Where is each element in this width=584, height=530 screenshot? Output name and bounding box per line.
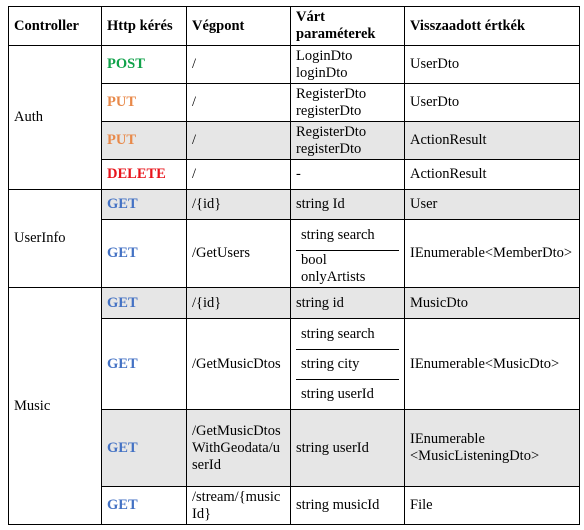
header-endpoint: Végpont	[187, 7, 291, 46]
endpoint-cell: /GetMusicDtosWithGeodata/userId	[187, 410, 291, 487]
returns-cell: ActionResult	[405, 122, 580, 160]
method-cell: PUT	[102, 84, 187, 122]
returns-cell: File	[405, 487, 580, 525]
params-cell: RegisterDto registerDto	[291, 84, 405, 122]
api-endpoints-table	[8, 6, 580, 525]
params-cell: RegisterDto registerDto	[291, 122, 405, 160]
table-row	[9, 288, 580, 319]
table-row	[9, 190, 580, 220]
params-cell	[291, 319, 405, 410]
param-item: string search	[301, 226, 375, 243]
controller-userinfo: UserInfo	[9, 190, 102, 288]
endpoint-cell: /stream/{musicId}	[187, 487, 291, 525]
params-cell: -	[291, 160, 405, 190]
header-params: Várt paraméterek	[291, 7, 405, 46]
table-row	[9, 46, 580, 84]
endpoint-cell: /{id}	[187, 190, 291, 220]
header-method: Http kérés	[102, 7, 187, 46]
params-cell: string musicId	[291, 487, 405, 525]
method-cell: GET	[102, 288, 187, 319]
returns-cell: MusicDto	[405, 288, 580, 319]
endpoint-cell: /GetUsers	[187, 220, 291, 288]
endpoint-cell: /	[187, 122, 291, 160]
method-cell: POST	[102, 46, 187, 84]
returns-cell: UserDto	[405, 84, 580, 122]
params-cell: string id	[291, 288, 405, 319]
header-controller: Controller	[9, 7, 102, 46]
param-item: string city	[296, 349, 399, 379]
method-cell: GET	[102, 410, 187, 487]
returns-cell: ActionResult	[405, 160, 580, 190]
controller-music: Music	[9, 288, 102, 525]
method-cell: GET	[102, 487, 187, 525]
params-cell	[291, 220, 405, 288]
header-row	[9, 7, 580, 46]
params-cell: LoginDto loginDto	[291, 46, 405, 84]
returns-cell: IEnumerable<MemberDto>	[405, 220, 580, 288]
returns-cell: IEnumerable <MusicListeningDto>	[405, 410, 580, 487]
param-item: string search	[301, 325, 375, 342]
endpoint-cell: /GetMusicDtos	[187, 319, 291, 410]
returns-cell: User	[405, 190, 580, 220]
controller-auth: Auth	[9, 46, 102, 190]
param-item: bool onlyArtists	[296, 250, 399, 287]
method-cell: GET	[102, 319, 187, 410]
method-cell: GET	[102, 190, 187, 220]
method-cell: PUT	[102, 122, 187, 160]
params-cell: string Id	[291, 190, 405, 220]
endpoint-cell: /	[187, 84, 291, 122]
method-cell: GET	[102, 220, 187, 288]
returns-cell: IEnumerable<MusicDto>	[405, 319, 580, 410]
endpoint-cell: /{id}	[187, 288, 291, 319]
method-cell: DELETE	[102, 160, 187, 190]
returns-cell: UserDto	[405, 46, 580, 84]
endpoint-cell: /	[187, 46, 291, 84]
endpoint-cell: /	[187, 160, 291, 190]
header-returns: Visszaadott értkék	[405, 7, 580, 46]
params-cell: string userId	[291, 410, 405, 487]
param-item: string userId	[296, 379, 399, 409]
